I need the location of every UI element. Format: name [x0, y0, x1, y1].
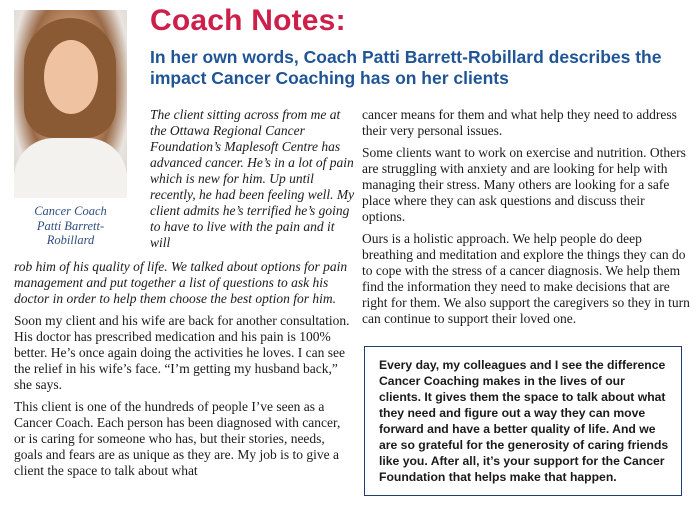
- left-column: [14, 259, 354, 485]
- photo-shirt: [14, 138, 127, 198]
- paragraph-3: This client is one of the hundreds of people I’ve seen as a Cancer Coach. Each person has been diagnosed with cancer, or is caring for someone who has, but their stories, needs, goals and fears are as unique as they are. My job is to give a client the space to talk about what: [14, 399, 341, 478]
- caption-line: Patti Barrett-: [36, 218, 105, 233]
- intro-paragraph: The client sitting across from me at the Ottawa Regional Cancer Foundation’s Maplesoft Centre has advanced cancer. He’s in a lot of pain which is new for him. Up until recently, he had been feeling well. My client admits he’s terrified he’s going to have to live with the pain and it will: [150, 107, 355, 250]
- page-title: Coach Notes:: [150, 4, 346, 37]
- coach-photo: [14, 10, 127, 198]
- paragraph-3-continued: cancer means for them and what help they need to address their very personal issues.: [362, 107, 677, 138]
- caption-line: Robillard: [46, 233, 95, 247]
- page-subtitle: In her own words, Coach Patti Barrett-Robillard describes the impact Cancer Coaching has on her clients: [150, 47, 662, 88]
- photo-caption: [14, 204, 127, 248]
- paragraph-2: Soon my client and his wife are back for another consultation. His doctor has prescribed medication and his pain is 100% better. He’s once again doing the activities he loves. I can see the relief in his wife’s face. “I’m getting my husband back,” she says.: [14, 313, 350, 392]
- caption-line: Cancer Coach: [34, 204, 107, 218]
- right-column: [362, 107, 690, 333]
- intro-column: [150, 107, 355, 257]
- paragraph-5: Ours is a holistic approach. We help people do deep breathing and meditation and explore the things they can do to cope with the stress of a cancer diagnosis. We help them find the information they need to make decisions that are right for them. We also support the caregivers so they in turn can continue to support their loved one.: [362, 231, 690, 326]
- callout-box: Every day, my colleagues and I see the difference Cancer Coaching makes in the lives of our clients. It gives them the space to talk about what they need and figure out a way they can move forward and have a better quality of life. And we are so grateful for the generosity of caring friends like you. After all, it’s your support for the Cancer Foundation that helps make that happen.: [364, 346, 682, 496]
- intro-paragraph-continued: rob him of his quality of life. We talked about options for pain management and put together a list of questions to ask his doctor in order to help them choose the best option for him.: [14, 259, 348, 306]
- photo-face: [44, 40, 98, 114]
- paragraph-4: Some clients want to work on exercise and nutrition. Others are struggling with anxiety and are looking for help with managing their stress. Many others are looking for a safe place where they can ask questions and discuss their options.: [362, 145, 686, 224]
